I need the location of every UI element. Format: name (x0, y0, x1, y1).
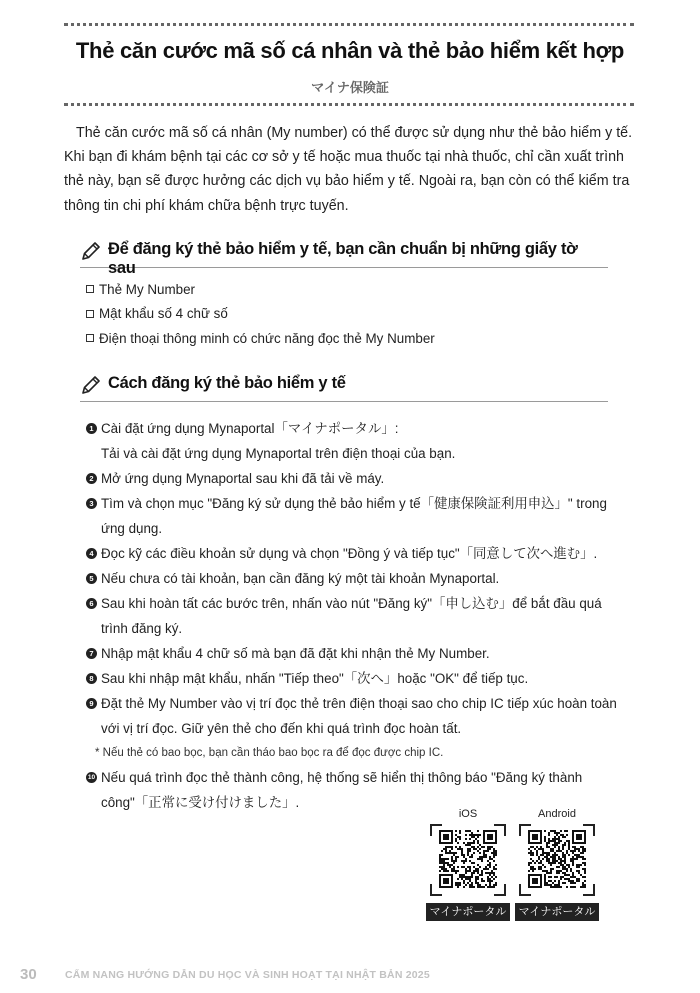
footer-title: CẨM NANG HƯỚNG DẪN DU HỌC VÀ SINH HOẠT TẠI NHẬT BẢN 2025 (65, 969, 430, 981)
section-requirements-header (80, 236, 608, 277)
page-subtitle: マイナ保険証 (311, 80, 389, 95)
qr-app-tag: マイナポータル (515, 903, 599, 921)
list-item (86, 302, 435, 327)
qr-frame[interactable] (430, 824, 506, 896)
step-number-icon: 4 (86, 548, 97, 559)
list-item (86, 326, 435, 351)
qr-code-icon[interactable] (439, 830, 497, 888)
list-item-label: Thẻ My Number (99, 281, 195, 297)
step-text: Đọc kỹ các điều khoản sử dụng và chọn "Đồng ý và tiếp tục"「同意して次へ進む」. (101, 546, 598, 561)
step-item (86, 441, 626, 466)
top-dotted-divider (64, 23, 634, 26)
step-item (86, 541, 626, 566)
pencil-icon (80, 374, 102, 396)
section-requirements-title: Để đăng ký thẻ bảo hiểm y tế, bạn cần chuẩn bị những giấy tờ sau (108, 240, 578, 277)
qr-frame[interactable] (519, 824, 595, 896)
step-number-icon: 1 (86, 423, 97, 434)
step-item (86, 491, 626, 541)
step-text: Mở ứng dụng Mynaportal sau khi đã tải về máy. (101, 471, 385, 486)
qr-app-tag: マイナポータル (426, 903, 510, 921)
step-item (86, 641, 626, 666)
step-number-icon: 10 (87, 774, 96, 781)
intro-paragraph: Thẻ căn cước mã số cá nhân (My number) có thể được sử dụng như thẻ bảo hiểm y tế. Khi bạn đi khám bệnh tại các cơ sở y tế hoặc mua thuốc tại nhà thuốc, chỉ cần xuất trình thẻ này, bạn sẽ được hưởng các dịch vụ bảo hiểm y tế. Ngoài ra, bạn còn có thể kiểm tra thông tin chi phí khám chữa bệnh trực tuyến. (64, 125, 633, 214)
page-number: 30 (20, 966, 37, 983)
step-item (86, 591, 626, 641)
page-title: Thẻ căn cước mã số cá nhân và thẻ bảo hiểm kết hợp (75, 38, 625, 63)
step-text: Nếu chưa có tài khoản, bạn cần đăng ký một tài khoản Mynaportal. (101, 571, 500, 586)
checkbox-icon (86, 310, 94, 318)
step-text: Nếu quá trình đọc thẻ thành công, hệ thống sẽ hiển thị thông báo "Đăng ký thành công"「正常に受け付けました」. (101, 770, 583, 810)
step-number-icon: 6 (86, 598, 97, 609)
step-text: Tìm và chọn mục "Đăng ký sử dụng thẻ bảo hiểm y tế「健康保険証利用申込」" trong ứng dụng. (101, 496, 607, 536)
step-item (86, 416, 626, 441)
qr-code-icon[interactable] (528, 830, 586, 888)
step-number-icon: 8 (86, 673, 97, 684)
step-text: Nhập mật khẩu 4 chữ số mà bạn đã đặt khi nhận thẻ My Number. (101, 646, 490, 661)
step-number-icon: 2 (86, 473, 97, 484)
checkbox-icon (86, 285, 94, 293)
qr-platform-label: iOS (458, 808, 478, 820)
step-item (86, 466, 626, 491)
list-item-label: Mật khẩu số 4 chữ số (99, 306, 228, 322)
list-item (86, 277, 435, 302)
step-item (86, 691, 626, 741)
step-text: Sau khi hoàn tất các bước trên, nhấn vào nút "Đăng ký"「申し込む」để bắt đầu quá trình đăng ký. (101, 596, 602, 636)
step-note: * Nếu thẻ có bao bọc, bạn cần tháo bao bọc ra để đọc được chip IC. (95, 747, 444, 759)
pencil-icon (80, 240, 102, 262)
requirements-checklist (86, 277, 435, 351)
step-item (86, 566, 626, 591)
registration-steps (86, 416, 626, 815)
step-text: Tải và cài đặt ứng dụng Mynaportal trên điện thoại của bạn. (101, 446, 456, 461)
section-steps-title: Cách đăng ký thẻ bảo hiểm y tế (108, 374, 346, 392)
step-number-icon: 7 (86, 648, 97, 659)
step-text: Sau khi nhập mật khẩu, nhấn "Tiếp theo"「次へ」hoặc "OK" để tiếp tục. (101, 671, 529, 686)
step-item (86, 666, 626, 691)
qr-android (517, 808, 597, 921)
qr-platform-label: Android (538, 808, 576, 820)
bottom-dotted-divider (64, 103, 634, 106)
step-text: Đặt thẻ My Number vào vị trí đọc thẻ trên điện thoại sao cho chip IC tiếp xúc hoàn toàn với vị trí đọc. Giữ yên thẻ cho đến khi quá trình đọc hoàn tất. (101, 696, 617, 736)
step-number-icon: 9 (86, 698, 97, 709)
step-number-icon: 5 (86, 573, 97, 584)
list-item-label: Điện thoại thông minh có chức năng đọc thẻ My Number (99, 330, 435, 346)
section-steps-header (80, 370, 608, 402)
step-number-icon: 3 (86, 498, 97, 509)
checkbox-icon (86, 334, 94, 342)
qr-ios (428, 808, 508, 921)
step-text: Cài đặt ứng dụng Mynaportal「マイナポータル」: (101, 421, 399, 436)
